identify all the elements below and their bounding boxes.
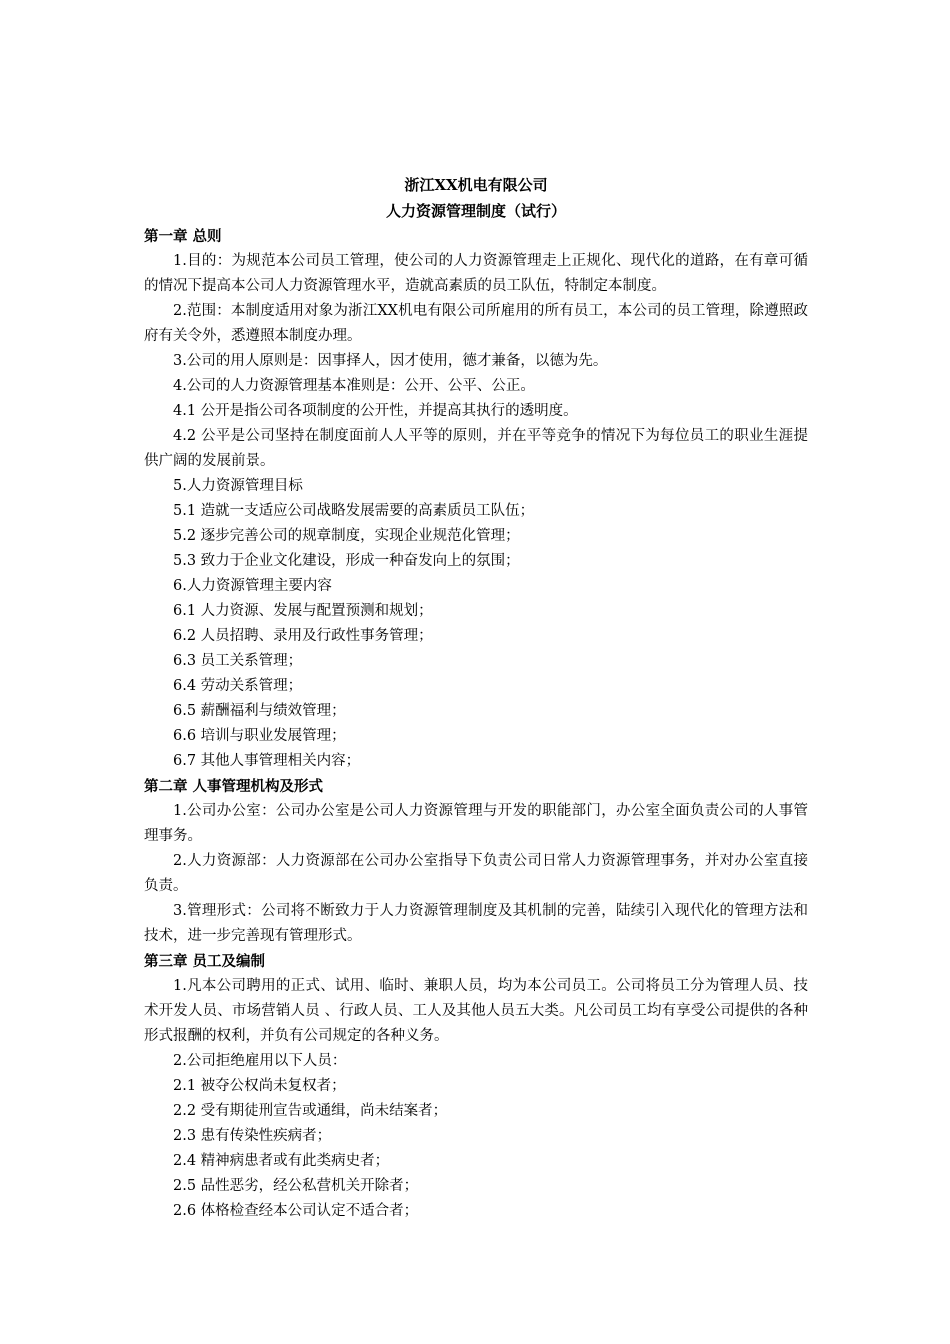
paragraph: 1.凡本公司聘用的正式、试用、临时、兼职人员，均为本公司员工。公司将员工分为管理人员、技术开发人员、市场营销人员 、行政人员、工人及其他人员五大类。凡公司员工均有享受公司提供的各种形式报酬的权利，并负有公司规定的各种义务。 (144, 978, 808, 1044)
document-page (144, 172, 808, 1224)
paragraph: 1.目的：为规范本公司员工管理，使公司的人力资源管理走上正规化、现代化的道路，在有章可循的情况下提高本公司人力资源管理水平，造就高素质的员工队伍，特制定本制度。 (144, 253, 808, 294)
paragraph: 5.1 造就一支适应公司战略发展需要的高素质员工队伍； (173, 503, 535, 519)
paragraph: 6.2 人员招聘、录用及行政性事务管理； (173, 628, 433, 644)
paragraph: 6.3 员工关系管理； (173, 653, 303, 669)
paragraph: 6.4 劳动关系管理； (173, 678, 303, 694)
paragraph: 6.5 薪酬福利与绩效管理； (173, 703, 346, 719)
paragraph: 2.6 体格检查经本公司认定不适合者； (173, 1203, 419, 1219)
paragraph: 3.管理形式：公司将不断致力于人力资源管理制度及其机制的完善，陆续引入现代化的管理方法和技术，进一步完善现有管理形式。 (144, 903, 808, 944)
paragraph: 4.1 公开是指公司各项制度的公开性，并提高其执行的透明度。 (173, 403, 578, 419)
company-title: 浙江XX机电有限公司 (404, 176, 548, 194)
paragraph: 6.1 人力资源、发展与配置预测和规划； (173, 603, 433, 619)
paragraph: 4.公司的人力资源管理基本准则是：公开、公平、公正。 (173, 378, 535, 394)
chapters-container (144, 224, 808, 1224)
chapter-heading: 第三章 员工及编制 (144, 953, 266, 970)
paragraph: 1.公司办公室：公司办公室是公司人力资源管理与开发的职能部门，办公室全面负责公司的人事管理事务。 (144, 803, 808, 844)
paragraph: 6.人力资源管理主要内容 (173, 578, 332, 594)
document-title: 人力资源管理制度（试行） (385, 202, 566, 220)
paragraph: 2.1 被夺公权尚未复权者； (173, 1078, 346, 1094)
chapter-heading: 第一章 总则 (144, 228, 222, 245)
paragraph: 2.范围：本制度适用对象为浙江XX机电有限公司所雇用的所有员工，本公司的员工管理，除遵照政府有关令外，悉遵照本制度办理。 (144, 303, 808, 344)
paragraph: 2.3 患有传染性疾病者； (173, 1128, 332, 1144)
paragraph: 5.3 致力于企业文化建设，形成一种奋发向上的氛围； (173, 553, 520, 569)
paragraph: 4.2 公平是公司坚持在制度面前人人平等的原则，并在平等竞争的情况下为每位员工的职业生涯提供广阔的发展前景。 (144, 428, 808, 469)
chapter-heading: 第二章 人事管理机构及形式 (144, 778, 324, 795)
paragraph: 2.2 受有期徒刑宣告或通缉，尚未结案者； (173, 1103, 448, 1119)
paragraph: 2.人力资源部：人力资源部在公司办公室指导下负责公司日常人力资源管理事务，并对办公室直接负责。 (144, 853, 808, 894)
paragraph: 5.人力资源管理目标 (173, 478, 303, 494)
paragraph: 2.公司拒绝雇用以下人员： (173, 1053, 347, 1069)
paragraph: 6.7 其他人事管理相关内容； (173, 753, 361, 769)
paragraph: 2.4 精神病患者或有此类病史者； (173, 1153, 390, 1169)
paragraph: 3.公司的用人原则是：因事择人，因才使用，德才兼备，以德为先。 (173, 353, 608, 369)
paragraph: 5.2 逐步完善公司的规章制度，实现企业规范化管理； (173, 528, 520, 544)
paragraph: 2.5 品性恶劣，经公私营机关开除者； (173, 1178, 419, 1194)
paragraph: 6.6 培训与职业发展管理； (173, 728, 346, 744)
